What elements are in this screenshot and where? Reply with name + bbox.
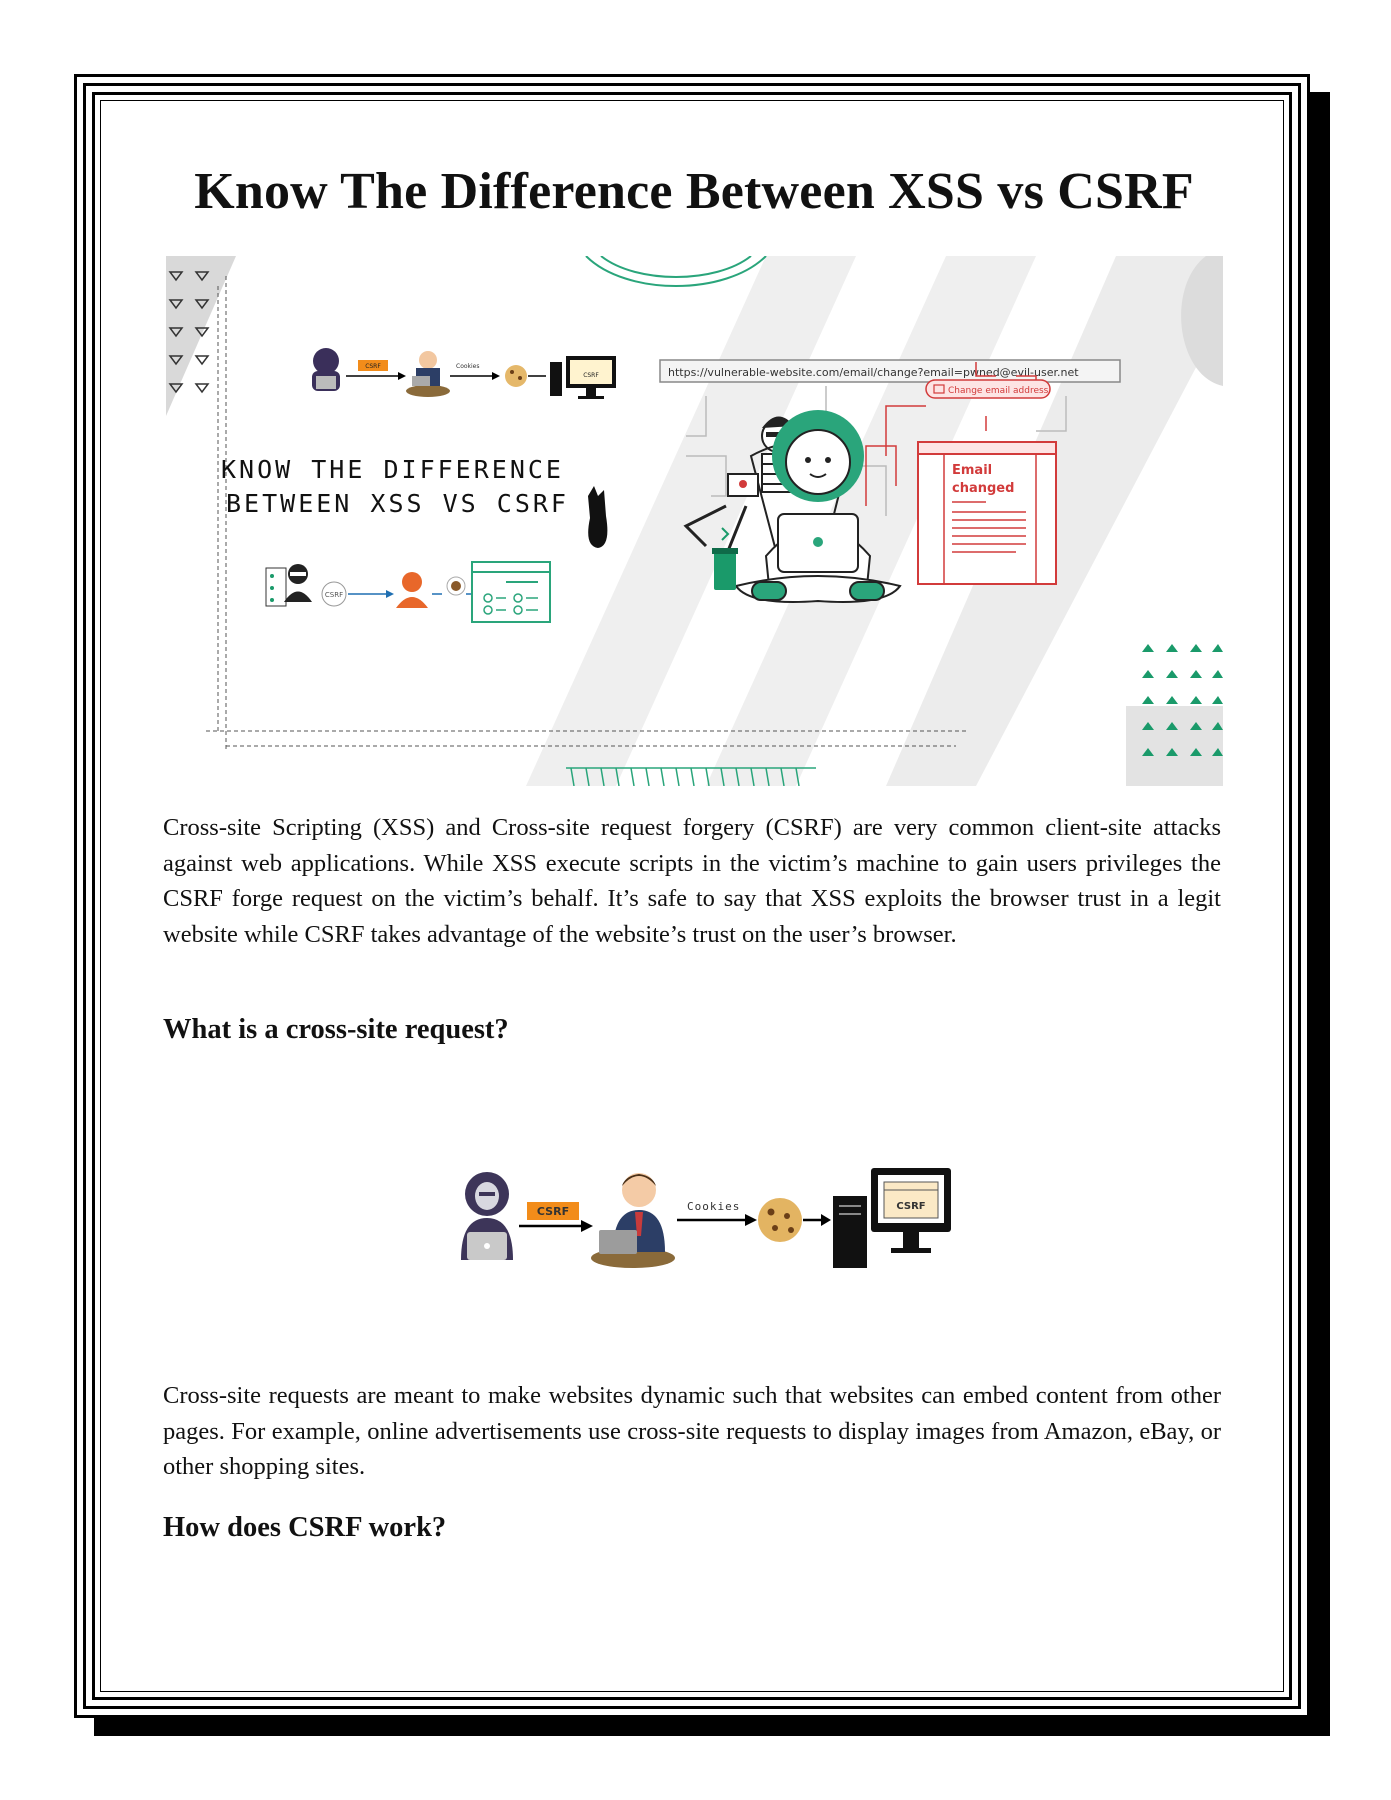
svg-text:Cookies: Cookies — [687, 1200, 741, 1213]
svg-text:Change email address: Change email address — [948, 386, 1049, 396]
intro-paragraph: Cross-site Scripting (XSS) and Cross-site request forgery (CSRF) are very common client-site attacks against web applications. While XSS execute scripts in the victim’s machine to gain users privileges the CSRF forge request on the victim’s behalf. It’s safe to say that XSS exploits the browser trust in a legit website while CSRF takes advantage of the website’s trust on the user’s browser. — [163, 814, 1221, 948]
hero-illustration — [166, 256, 1223, 786]
svg-text:CSRF: CSRF — [324, 591, 344, 599]
svg-text:CSRF: CSRF — [583, 372, 599, 379]
svg-text:BETWEEN XSS VS CSRF: BETWEEN XSS VS CSRF — [226, 489, 569, 518]
page-title: Know The Difference Between XSS vs CSRF — [194, 163, 1194, 220]
hacker-icon — [312, 348, 340, 391]
svg-text:CSRF: CSRF — [536, 1205, 570, 1218]
section-heading-how-csrf-works: How does CSRF work? — [163, 1512, 447, 1543]
cross-site-paragraph: Cross-site requests are meant to make websites dynamic such that websites can embed content from other pages. For example, online advertisements use cross-site requests to display images from Amazon, eBay, or other shopping sites. — [163, 1382, 1221, 1481]
svg-text:Cookies: Cookies — [456, 363, 480, 370]
cookie-icon — [758, 1198, 802, 1242]
svg-text:https://vulnerable-website.com: https://vulnerable-website.com/email/change?email=pwned@evil-user.net — [668, 366, 1079, 379]
svg-text:changed: changed — [952, 481, 1015, 496]
svg-text:Email: Email — [952, 463, 993, 478]
hacker-icon — [461, 1172, 513, 1260]
csrf-flow-diagram — [455, 1160, 955, 1270]
svg-text:CSRF: CSRF — [365, 363, 381, 370]
svg-text:CSRF: CSRF — [896, 1201, 926, 1212]
section-heading-cross-site-request: What is a cross-site request? — [163, 1014, 509, 1045]
svg-text:KNOW THE DIFFERENCE: KNOW THE DIFFERENCE — [221, 455, 564, 484]
